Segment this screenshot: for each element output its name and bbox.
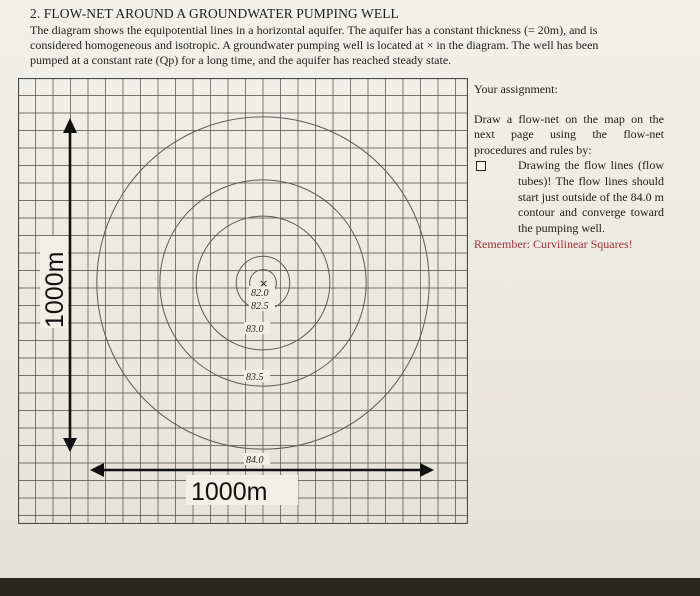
problem-description [30,23,670,68]
problem-header [30,6,670,68]
contour-label: 82.5 [251,301,269,312]
arrow-down-icon [63,438,77,452]
checkbox-icon [476,161,486,171]
arrow-right-icon [420,463,434,477]
problem-title: 2. FLOW-NET AROUND A GROUNDWATER PUMPING WELL [30,6,399,21]
description-line: considered homogeneous and isotropic. A groundwater pumping well is located at × in the diagram. The well has been [30,38,599,52]
vertical-scale-label: 1000m [41,251,69,328]
assignment-bullet [474,158,664,236]
description-line: The diagram shows the equipotential lines in a horizontal aquifer. The aquifer has a constant thickness (= 20m), and is [30,23,598,37]
remember-note: Remember: Curvilinear Squares! [474,237,633,252]
description-line: pumped at a constant rate (Qp) for a long time, and the aquifer has reached steady state. [30,53,452,67]
assignment-heading: Your assignment: [474,82,558,96]
contour-label: 84.0 [246,455,264,466]
horizontal-scale-label: 1000m [191,478,268,506]
table-background [0,578,700,596]
bullet-text: Drawing the flow lines (flow tubes)! The flow lines should start just outside of the 84.0 m contour and converge toward the pumping well. [518,158,664,235]
contour-label: 83.0 [246,324,264,335]
flow-net-map[interactable] [18,78,468,524]
arrow-left-icon [90,463,104,477]
well-marker: × [259,277,269,290]
assignment-panel [474,82,664,253]
contour-label: 82.0 [251,288,269,299]
assignment-instruction: Draw a flow-net on the map on the next page using the flow-net procedures and rules by: [474,111,664,157]
contour-label: 83.5 [246,372,264,383]
arrow-up-icon [63,118,77,133]
